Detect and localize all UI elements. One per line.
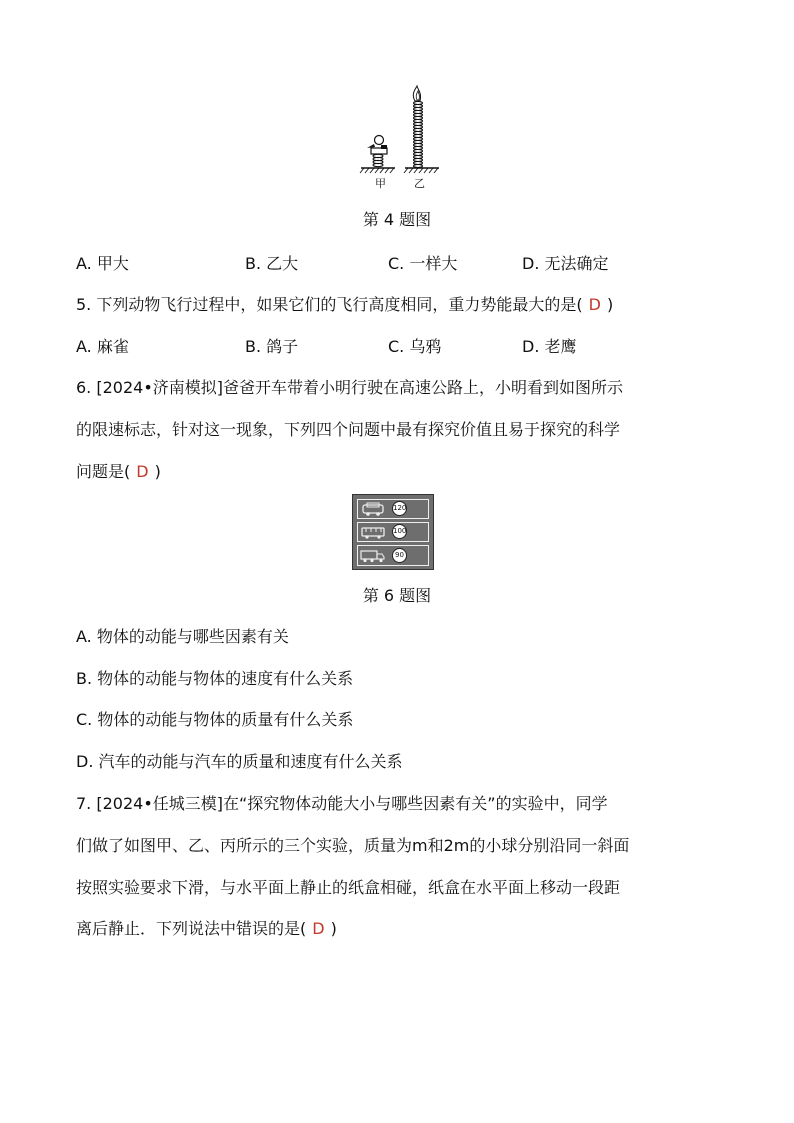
q6-option-b: B. 物体的动能与物体的速度有什么关系: [76, 669, 354, 688]
q6-answer: D: [136, 462, 149, 481]
q6-line1: [2024•济南模拟]爸爸开车带着小明行驶在高速公路上，小明看到如图所示: [96, 378, 624, 397]
fig4-label-jia: 甲: [375, 177, 386, 190]
q5-number: 5.: [76, 295, 92, 314]
fig6-caption: 第 6 题图: [362, 586, 432, 605]
q5-option-d: D. 老鹰: [522, 337, 577, 356]
q7-stem-line3: 按照实验要求下滑，与水平面上静止的纸盒相碰，纸盒在水平面上移动一段距: [76, 878, 621, 897]
speed-circle-90: 90: [392, 548, 407, 563]
q6-stem-line2: 的限速标志，针对这一现象，下列四个问题中最有探究价值且易于探究的科学: [76, 420, 621, 439]
q7-stem-line1: [76, 792, 608, 816]
q5-stem: [76, 293, 613, 317]
q7-line4: 离后静止．下列说法中错误的是(: [76, 919, 307, 938]
q4-option-a: A. 甲大: [76, 254, 129, 273]
q6-option-a: A. 物体的动能与哪些因素有关: [76, 627, 289, 646]
q6-close-paren: ): [154, 462, 161, 481]
car-icon: [361, 502, 385, 516]
q5-text: 下列动物飞行过程中，如果它们的飞行高度相同，重力势能最大的是(: [96, 295, 583, 314]
q7-number: 7.: [76, 794, 92, 813]
bus-icon: [361, 526, 385, 539]
q6-line3: 问题是(: [76, 462, 131, 481]
sign-row-car: [357, 499, 429, 519]
speed-circle-100: 100: [392, 524, 407, 539]
q4-option-d: D. 无法确定: [522, 254, 609, 273]
truck-icon: [360, 549, 386, 563]
q7-line1: [2024•任城三模]在“探究物体动能大小与哪些因素有关”的实验中，同学: [96, 794, 608, 813]
q7-stem-line4: [76, 917, 337, 941]
speed-circle-120: 120: [392, 501, 407, 516]
fig4-label-yi: 乙: [414, 177, 425, 190]
sign-row-truck: [357, 545, 429, 566]
q6-option-c: C. 物体的动能与物体的质量有什么关系: [76, 710, 354, 729]
q4-option-c: C. 一样大: [388, 254, 458, 273]
q7-close-paren: ): [330, 919, 337, 938]
q5-close-paren: ): [606, 295, 614, 314]
q5-option-b: B. 鸽子: [245, 337, 299, 356]
fig4-caption: 第 4 题图: [362, 210, 432, 229]
q6-number: 6.: [76, 378, 92, 397]
q7-answer: D: [312, 919, 325, 938]
q6-stem-line1: [76, 376, 623, 400]
q6-stem-line3: [76, 460, 161, 484]
q6-option-d: D. 汽车的动能与汽车的质量和速度有什么关系: [76, 752, 403, 771]
speed-limit-sign: [352, 494, 434, 570]
q4-option-b: B. 乙大: [245, 254, 299, 273]
q5-option-c: C. 乌鸦: [388, 337, 442, 356]
q5-answer: D: [588, 295, 601, 314]
q7-stem-line2: 们做了如图甲、乙、丙所示的三个实验，质量为m和2m的小球分别沿同一斜面: [76, 836, 630, 855]
sign-row-bus: [357, 522, 429, 542]
fig4-diagram: [355, 82, 445, 190]
q5-option-a: A. 麻雀: [76, 337, 129, 356]
